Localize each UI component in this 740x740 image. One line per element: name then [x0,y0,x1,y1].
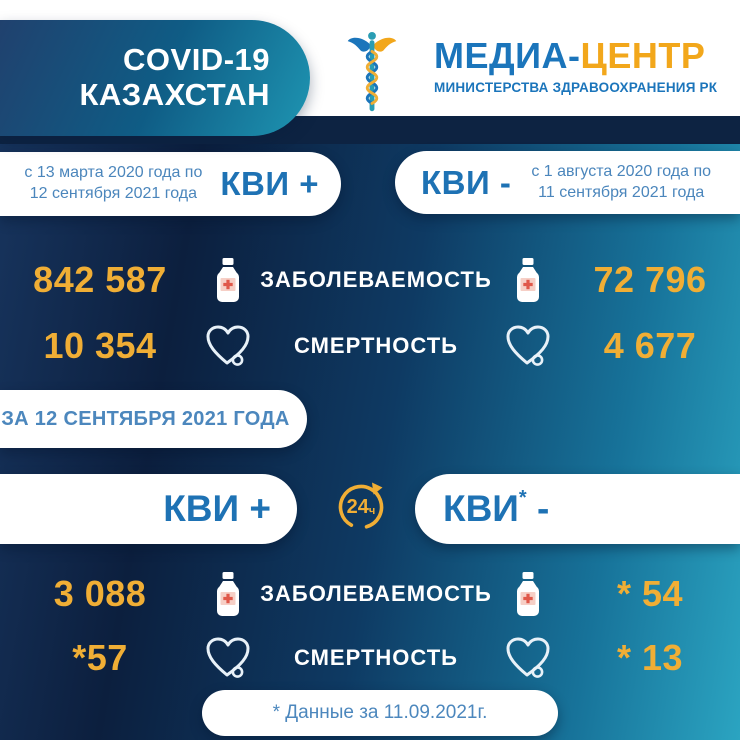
kvi-plus-label: КВИ + [220,165,319,202]
heart-stethoscope-icon [496,323,560,369]
logo-subtitle: МИНИСТЕРСТВА ЗДРАВООХРАНЕНИЯ РК [434,80,718,95]
kvi-minus-label: КВИ - [421,163,512,201]
daily-kvi-minus-pill [415,474,740,544]
medicine-bottle-icon [200,258,256,302]
medicine-bottle-icon [496,258,560,302]
daily-date-text: ЗА 12 СЕНТЯБРЯ 2021 ГОДА [1,407,290,430]
kvi-plus-period-line2: 12 сентября 2021 года [29,185,198,202]
kvi-plus-period [24,163,202,205]
kvi-plus-period-line1: с 13 марта 2020 года по [24,164,203,182]
kvi-minus-base: КВИ [443,488,519,529]
footnote-pill [202,690,558,736]
24h-clock-text [334,480,388,534]
kvi-minus-suffix: - [526,488,550,529]
badge-line1: COVID-19 [123,42,270,78]
daily-date-banner [0,390,307,448]
clock-unit: ч [368,505,376,517]
kvi-plus-period-pill [0,152,341,216]
kvi-minus-period-pill [395,151,740,214]
ministry-logo [346,28,717,120]
cumulative-mortality-plus-value: 10 354 [43,325,157,366]
kvi-minus-period-line1: с 1 августа 2020 года по [531,162,712,180]
caduceus-icon [346,28,398,120]
daily-mortality-minus-value: * 13 [616,637,684,678]
kvi-minus-period [531,162,711,204]
incidence-label: ЗАБОЛЕВАЕМОСТЬ [260,581,492,606]
logo-title-media: МЕДИА- [434,35,581,76]
incidence-label: ЗАБОЛЕВАЕМОСТЬ [260,267,492,292]
medicine-bottle-icon [496,572,560,616]
logo-text [434,35,718,95]
heart-stethoscope-icon [200,323,256,369]
heart-stethoscope-icon [496,635,560,681]
daily-incidence-row [0,564,740,624]
logo-title [434,35,717,76]
covid19-kazakhstan-badge [0,20,310,136]
logo-title-center: ЦЕНТР [580,35,706,76]
cumulative-mortality-row [0,316,740,376]
kvi-minus-asterisk: * [518,486,527,509]
daily-incidence-minus-value: * 54 [616,573,684,614]
daily-incidence-plus-value: 3 088 [53,573,147,614]
daily-kvi-plus-pill [0,474,297,544]
medicine-bottle-icon [200,572,256,616]
footnote-text: * Данные за 11.09.2021г. [272,702,488,723]
daily-mortality-row [0,628,740,688]
badge-line2: КАЗАХСТАН [79,77,270,112]
cumulative-incidence-row [0,250,740,310]
daily-kvi-plus-label: КВИ + [163,488,271,529]
24h-clock-icon [334,480,388,534]
daily-kvi-minus-label [443,488,549,530]
kvi-minus-period-line2: 11 сентября 2021 года [538,183,705,201]
cumulative-mortality-minus-value: 4 677 [603,325,697,366]
heart-stethoscope-icon [200,635,256,681]
cumulative-incidence-plus-value: 842 587 [33,259,167,300]
cumulative-incidence-minus-value: 72 796 [593,259,707,300]
mortality-label: СМЕРТНОСТЬ [293,645,458,670]
clock-number: 24 [346,495,369,518]
mortality-label: СМЕРТНОСТЬ [293,333,458,358]
daily-mortality-plus-value: *57 [72,637,128,678]
